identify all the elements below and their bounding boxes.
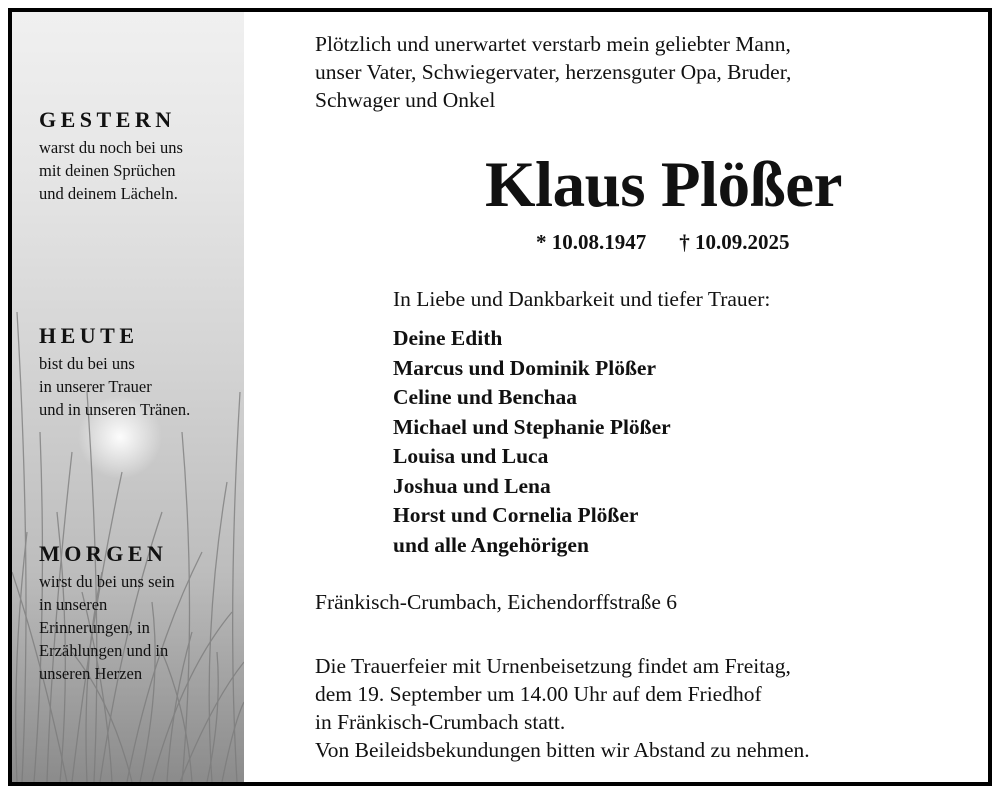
- intro-line: Plötzlich und unerwartet verstarb mein geliebter Mann,: [315, 32, 791, 56]
- verse-line: in unserer Trauer: [39, 377, 152, 396]
- death-date: † 10.09.2025: [679, 230, 790, 254]
- family-member: Celine und Benchaa: [393, 385, 577, 409]
- verse-heute: [39, 324, 239, 421]
- verse-line: und in unseren Tränen.: [39, 400, 191, 419]
- verse-line: unseren Herzen: [39, 664, 143, 683]
- life-dates: [536, 230, 790, 255]
- verse-gestern: [39, 108, 239, 205]
- verse-text: [39, 136, 239, 205]
- verse-morgen: [39, 542, 239, 685]
- service-line: in Fränkisch-Crumbach statt.: [315, 710, 566, 734]
- service-line: Von Beileidsbekundungen bitten wir Abstand zu nehmen.: [315, 738, 810, 762]
- family-list: [393, 324, 671, 560]
- birth-date: * 10.08.1947: [536, 230, 647, 254]
- service-line: Die Trauerfeier mit Urnenbeisetzung findet am Freitag,: [315, 654, 791, 678]
- intro-line: Schwager und Onkel: [315, 88, 496, 112]
- sidebar-photo-panel: [12, 12, 244, 782]
- verse-line: Erinnerungen, in: [39, 618, 150, 637]
- verse-line: Erzählungen und in: [39, 641, 169, 660]
- verse-heading: GESTERN: [39, 107, 176, 132]
- address-line: Fränkisch-Crumbach, Eichendorffstraße 6: [315, 590, 678, 614]
- family-member: Louisa und Luca: [393, 444, 549, 468]
- intro-line: unser Vater, Schwiegervater, herzensguter Opa, Bruder,: [315, 60, 792, 84]
- family-member: Marcus und Dominik Plößer: [393, 355, 657, 380]
- intro-text: [315, 30, 791, 114]
- verse-line: bist du bei uns: [39, 354, 135, 373]
- family-member: Joshua und Lena: [393, 473, 551, 498]
- obituary-notice: [8, 8, 992, 786]
- verse-heading: HEUTE: [39, 323, 139, 348]
- verse-text: [39, 570, 239, 685]
- verse-line: wirst du bei uns sein: [39, 572, 175, 591]
- verse-line: in unseren: [39, 595, 108, 614]
- service-info: [315, 652, 810, 764]
- verse-line: warst du noch bei uns: [39, 138, 183, 157]
- mourning-line: In Liebe und Dankbarkeit und tiefer Trauer:: [393, 287, 771, 311]
- family-member: Michael und Stephanie Plößer: [393, 414, 671, 439]
- verse-line: und deinem Lächeln.: [39, 184, 178, 203]
- family-member: Horst und Cornelia Plößer: [393, 503, 639, 527]
- family-member: Deine Edith: [393, 326, 503, 350]
- verse-text: [39, 352, 239, 421]
- verse-line: mit deinen Sprüchen: [39, 161, 176, 180]
- service-line: dem 19. September um 14.00 Uhr auf dem Friedhof: [315, 682, 762, 706]
- verse-heading: MORGEN: [39, 541, 168, 566]
- family-member: und alle Angehörigen: [393, 532, 589, 557]
- deceased-name: Klaus Plößer: [485, 149, 842, 221]
